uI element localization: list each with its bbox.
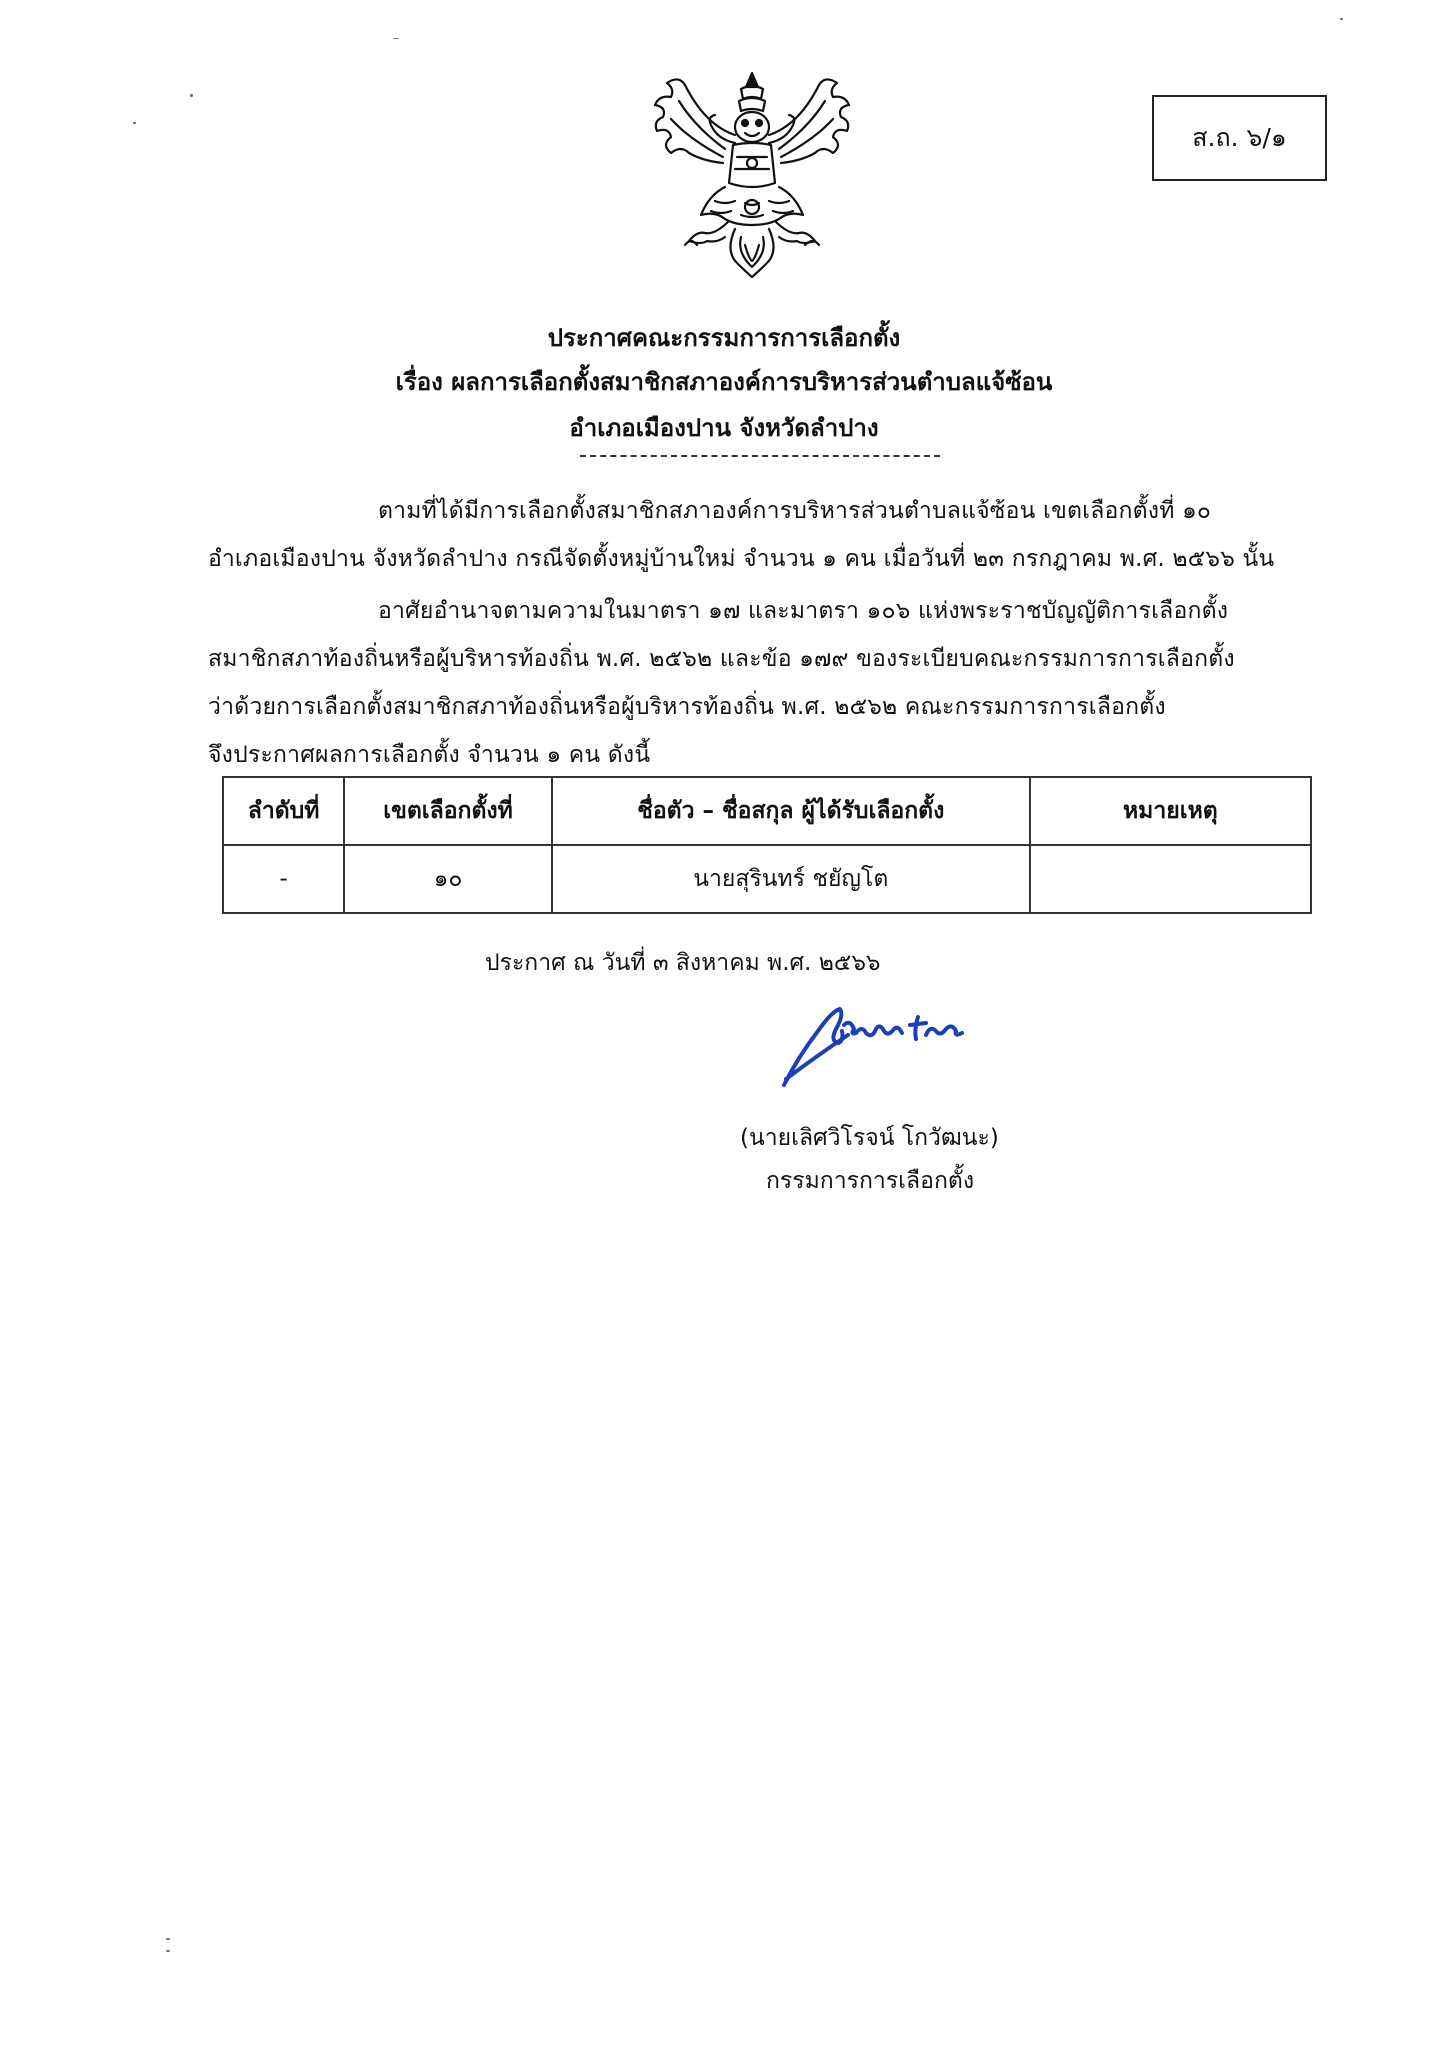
table-header-row [223,777,1311,845]
paragraph-2-line-1: อาศัยอำนาจตามความในมาตรา ๑๗ และมาตรา ๑๐๖ แห่งพระราชบัญญัติการเลือกตั้ง [378,598,1229,624]
election-result-table [222,776,1312,914]
header-order: ลำดับที่ [223,777,344,845]
signatory-name: (นายเลิศวิโรจน์ โกวัฒนะ) [740,1125,999,1151]
garuda-emblem-icon [645,65,860,285]
paragraph-2-line-3: ว่าด้วยการเลือกตั้งสมาชิกสภาท้องถิ่นหรือผู้บริหารท้องถิ่น พ.ศ. ๒๕๖๒ คณะกรรมการการเลือกตั้ง [208,694,1166,720]
scan-speck [166,1950,170,1952]
scan-speck [1340,18,1343,20]
scan-speck [190,94,193,97]
paragraph-2-line-2: สมาชิกสภาท้องถิ่นหรือผู้บริหารท้องถิ่น พ.ศ. ๒๕๖๒ และข้อ ๑๗๙ ของระเบียบคณะกรรมการการเลือกตั้ง [208,646,1235,672]
announcement-subject: เรื่อง ผลการเลือกตั้งสมาชิกสภาองค์การบริหารส่วนตำบลแจ้ซ้อน [395,368,1053,396]
header-district: เขตเลือกตั้งที่ [344,777,552,845]
cell-elected-name: นายสุรินทร์ ชยัญโต [552,845,1030,913]
header-remark: หมายเหตุ [1030,777,1311,845]
announcement-location: อำเภอเมืองปาน จังหวัดลำปาง [569,414,879,442]
scan-speck [393,38,399,39]
form-code-text: ส.ถ. ๖/๑ [1192,123,1287,152]
paragraph-2-line-4: จึงประกาศผลการเลือกตั้ง จำนวน ๑ คน ดังนี้ [208,742,651,768]
header-divider [580,455,940,457]
cell-order: - [223,845,344,913]
header-elected-name: ชื่อตัว – ชื่อสกุล ผู้ได้รับเลือกตั้ง [552,777,1030,845]
announcement-date: ประกาศ ณ วันที่ ๓ สิงหาคม พ.ศ. ๒๕๖๖ [485,950,881,976]
scan-speck [166,1938,170,1940]
paragraph-1-line-2: อำเภอเมืองปาน จังหวัดลำปาง กรณีจัดตั้งหมู่บ้านใหม่ จำนวน ๑ คน เมื่อวันที่ ๒๓ กรกฎาคม พ.ศ. ๒๕๖๖ นั้น [208,546,1275,572]
announcement-title: ประกาศคณะกรรมการการเลือกตั้ง [547,324,901,352]
table-row [223,845,1311,913]
scan-speck [133,122,136,124]
signatory-title: กรรมการการเลือกตั้ง [766,1168,975,1194]
cell-district: ๑๐ [344,845,552,913]
handwritten-signature [778,995,978,1095]
cell-remark [1030,845,1311,913]
paragraph-1-line-1: ตามที่ได้มีการเลือกตั้งสมาชิกสภาองค์การบริหารส่วนตำบลแจ้ซ้อน เขตเลือกตั้งที่ ๑๐ [378,498,1212,524]
form-code-box [1152,95,1327,181]
